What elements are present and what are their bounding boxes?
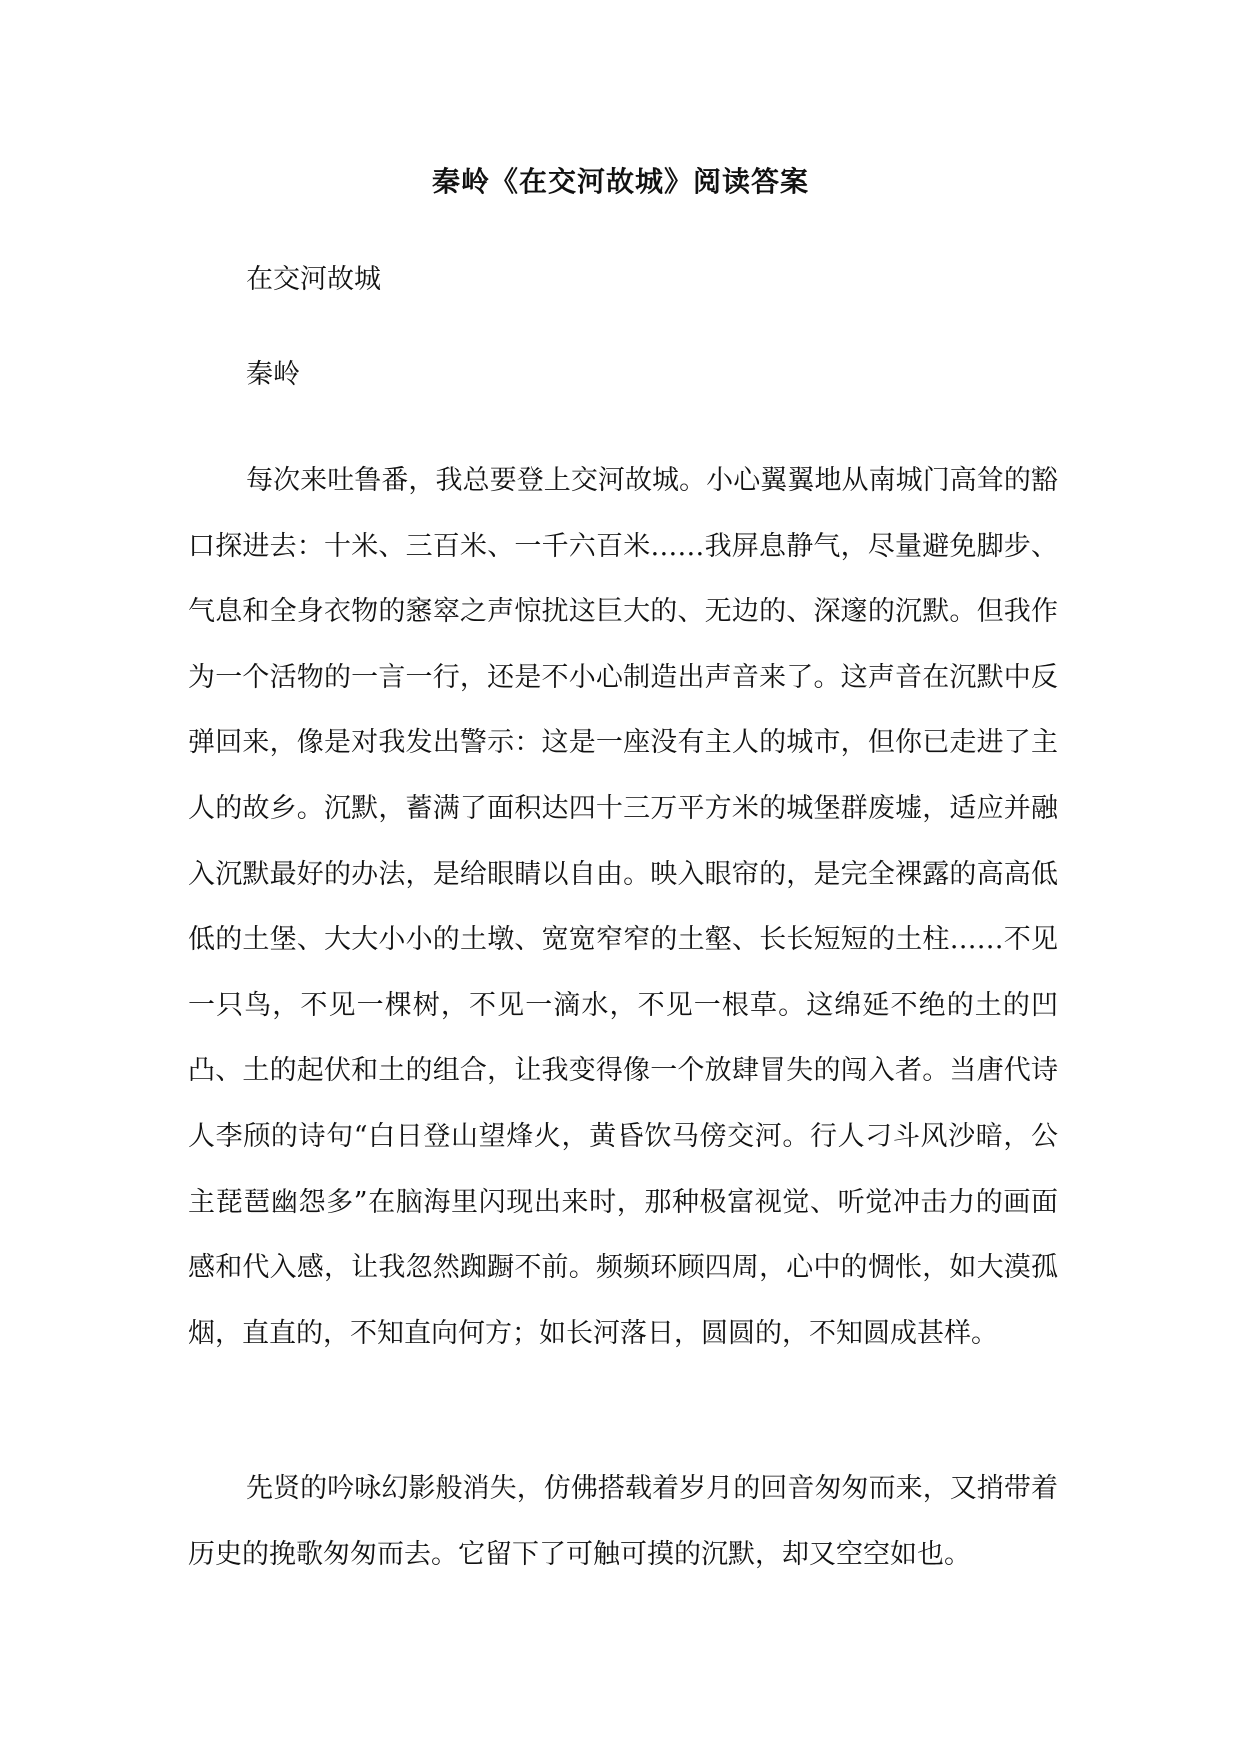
article-author: 秦岭 (246, 359, 300, 390)
body-paragraph: 先贤的吟咏幻影般消失，仿佛搭载着岁月的回音匆匆而来，又捎带着历史的挽歌匆匆而去。它留下了可触可摸的沉默，却又空空如也。 (188, 1473, 1058, 1570)
document-title: 秦岭《在交河故城》阅读答案 (431, 165, 809, 198)
body-paragraph: 每次来吐鲁番，我总要登上交河故城。小心翼翼地从南城门高耸的豁口探进去：十米、三百米、一千六百米……我屏息静气，尽量避免脚步、气息和全身衣物的窸窣之声惊扰这巨大的、无边的、深邃的沉默。但我作为一个活物的一言一行，还是不小心制造出声音来了。这声音在沉默中反弹回来，像是对我发出警示：这是一座没有主人的城市，但你已走进了主人的故乡。沉默，蓄满了面积达四十三万平方米的城堡群废墟，适应并融入沉默最好的办法，是给眼睛以自由。映入眼帘的，是完全裸露的高高低低的土堡、大大小小的土墩、宽宽窄窄的土壑、长长短短的土柱……不见一只鸟，不见一棵树，不见一滴水，不见一根草。这绵延不绝的土的凹凸、土的起伏和土的组合，让我变得像一个放肆冒失的闯入者。当唐代诗人李颀的诗句“白日登山望烽火，黄昏饮马傍交河。行人刁斗风沙暗，公主琵琶幽怨多”在脑海里闪现出来时，那种极富视觉、听觉冲击力的画面感和代入感，让我忽然踟蹰不前。频频环顾四周，心中的惆怅，如大漠孤烟，直直的，不知直向何方；如长河落日，圆圆的，不知圆成甚样。 (188, 465, 1058, 1349)
article-heading: 在交河故城 (246, 264, 381, 295)
